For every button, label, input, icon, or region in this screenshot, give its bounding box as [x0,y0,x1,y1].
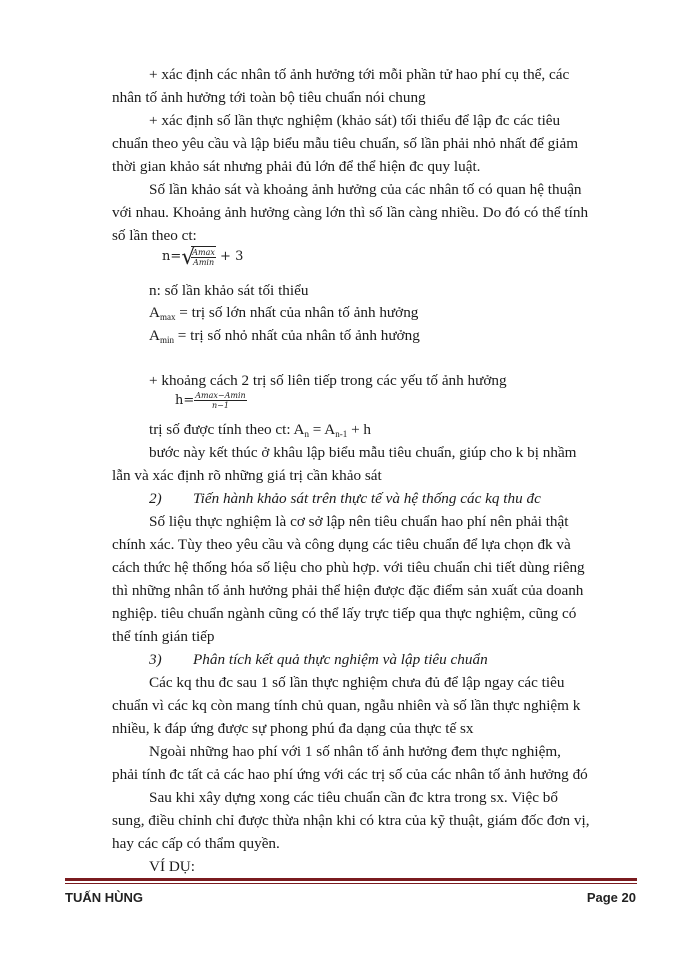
var-a: A [149,304,160,321]
section-heading: Phân tích kết quả thực nghiệm và lập tiêu chuẩn [193,651,488,668]
text-span: + h [347,421,372,438]
text-line [149,327,420,349]
var-a: A [149,327,160,344]
text-line: + xác định các nhân tố ảnh hưởng tới mỗi phần tử hao phí cụ thể, các [149,66,570,83]
text-line: hay các cấp có thẩm quyền. [112,835,280,852]
text-line: n: số lần khảo sát tối thiểu [149,282,309,299]
text-span: = trị số lớn nhất của nhân tố ảnh hưởng [175,304,419,321]
text-line: với nhau. Khoảng ảnh hưởng càng lớn thì số lần càng nhiều. Do đó có thể tính [112,204,589,221]
text-line: chính xác. Tùy theo yêu cầu và công dụng các tiêu chuẩn để lựa chọn đk và [112,536,571,553]
subscript: n [304,429,309,439]
subscript: min [159,335,174,345]
text-line: Các kq thu đc sau 1 số lần thực nghiệm chưa đủ để lập ngay các tiêu [149,674,565,691]
sqrt-symbol: √ $\frac{Amax}{Amin}$ [181,245,215,270]
footer-divider [65,883,637,884]
text-line: nhiều, k đáp ứng được sự phong phú đa dạng của thực tế sx [112,720,474,737]
text-line [149,304,418,326]
section-number: 3) [149,651,162,668]
text-line: lẫn và xác định rõ những giá trị cần khảo sát [112,467,382,484]
page-number: Page 20 [586,890,636,905]
text-line: sung, điều chỉnh chỉ được thừa nhận khi có ktra của kỹ thuật, giám đốc đơn vị, [112,812,590,829]
text-line: + xác định số lần thực nghiệm (khảo sát) tối thiểu để lập đc các tiêu [149,112,561,129]
text-line: thể tính gián tiếp [112,628,215,645]
formula-n [162,245,244,270]
text-line [149,421,371,443]
text-line: + khoảng cách 2 trị số liên tiếp trong các yếu tố ảnh hưởng [149,372,507,389]
text-line: thời gian khảo sát nhưng phải đủ lớn để thể hiện đc quy luật. [112,158,481,175]
fraction-numerator: Amax [192,248,215,257]
text-line: bước này kết thúc ở khâu lập biểu mẫu tiêu chuẩn, giúp cho k bị nhầm [149,444,577,461]
footer-author: TUẤN HÙNG [65,890,143,905]
text-line: chuẩn theo yêu cầu và lập biểu mẫu tiêu chuẩn, số lần phải nhỏ nhất để giảm [112,135,579,152]
text-line: Sau khi xây dựng xong các tiêu chuẩn cần đc ktra trong sx. Việc bổ [149,789,558,806]
fraction-denominator: n−1 [212,401,229,410]
text-line: cách thức hệ thống hóa số liệu cho phù hợp. với tiêu chuẩn chi tiết dùng riêng [112,559,585,576]
section-number: 2) [149,490,162,507]
text-span: trị số được tính theo ct: A [149,421,305,438]
section-heading: Tiến hành khảo sát trên thực tế và hệ thống các kq thu đc [193,490,541,507]
text-line: chuẩn vì các kq còn mang tính chủ quan, ngẫu nhiên và số lần thực nghiệm k [112,697,581,714]
formula-rest: + 3 [215,249,244,264]
text-line: Ngoài những hao phí với 1 số nhân tố ảnh hưởng đem thực nghiệm, [149,743,561,760]
subscript: n-1 [335,429,348,439]
text-line: VÍ DỤ: [149,858,195,875]
text-line: Số liệu thực nghiệm là cơ sở lập nên tiêu chuẩn hao phí nên phải thật [149,513,569,530]
fraction-numerator: Amax−Amin [195,391,246,400]
text-line: thì những nhân tố ảnh hưởng phải thể hiện được đặc điểm sản xuất của doanh [112,582,584,599]
text-line: nghiệp. tiêu chuẩn ngành cũng có thể lấy trực tiếp qua thực nghiệm, cũng có [112,605,577,622]
text-span: = A [308,421,336,438]
subscript: max [159,312,176,322]
formula-lhs: n= [162,249,182,264]
footer-divider [65,878,637,881]
fraction-denominator: Amin [193,258,215,267]
text-line: nhân tố ảnh hưởng tới toàn bộ tiêu chuẩn nói chung [112,89,426,106]
formula-lhs: h= [175,393,195,408]
text-line: phải tính đc tất cả các hao phí ứng với các trị số của các nhân tố ảnh hưởng đó [112,766,588,783]
text-line: Số lần khảo sát và khoảng ảnh hưởng của các nhân tố có quan hệ thuận [149,181,582,198]
text-span: = trị số nhỏ nhất của nhân tố ảnh hưởng [173,327,420,344]
text-line: số lần theo ct: [112,227,197,244]
formula-h [175,391,247,410]
